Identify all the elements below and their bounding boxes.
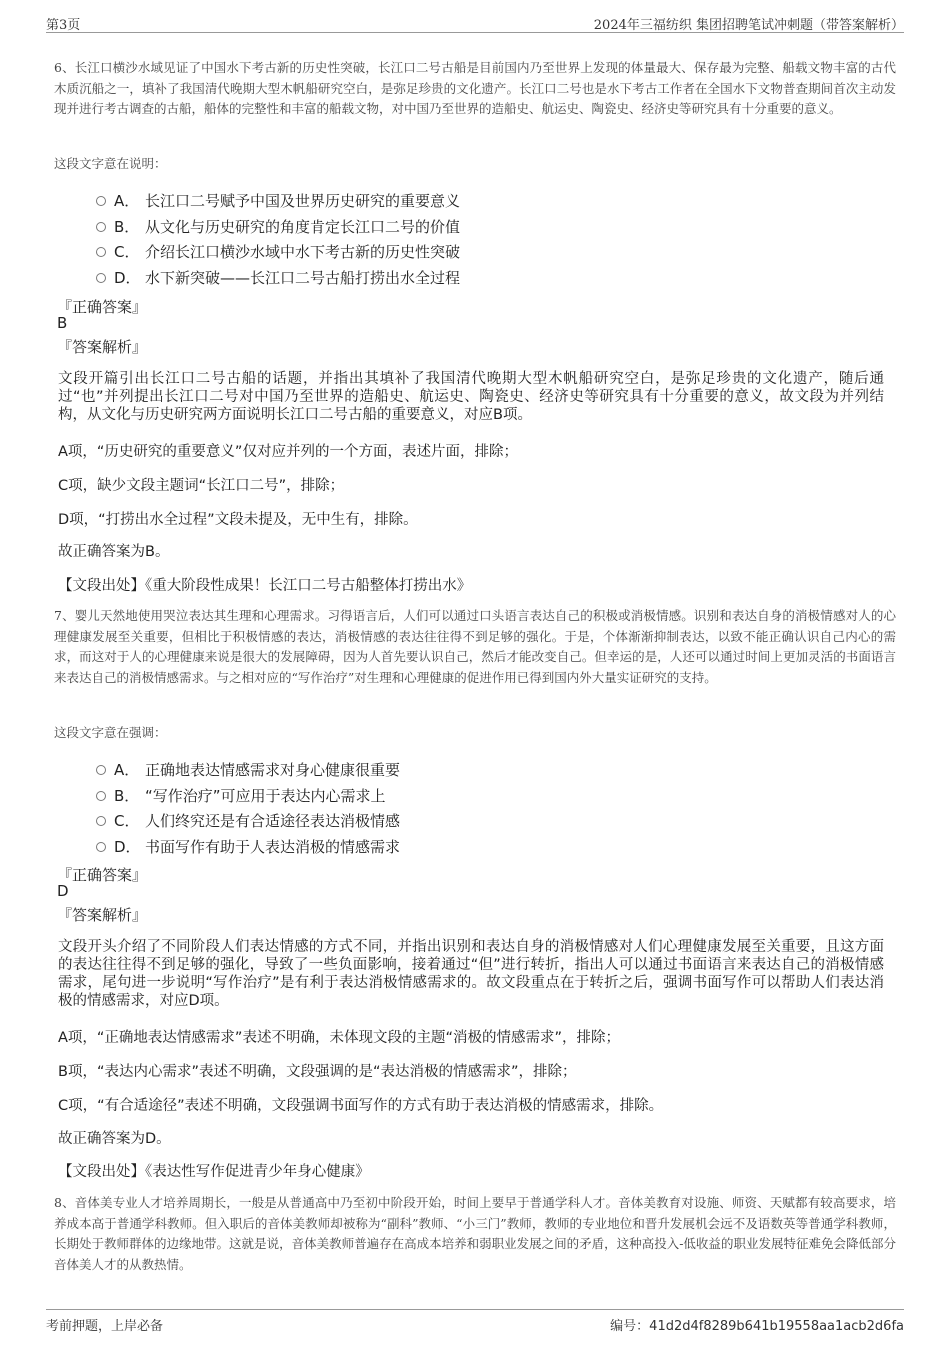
option-c[interactable] [96, 810, 596, 836]
document-title: 2024年三福纺织 集团招聘笔试冲刺题（带答案解析） [593, 18, 904, 33]
option-letter: A． [114, 192, 140, 210]
option-letter: B． [114, 786, 140, 805]
radio-icon[interactable] [96, 816, 106, 826]
question-7-options [96, 759, 596, 861]
answer-value: B [57, 314, 68, 332]
option-b[interactable] [96, 785, 596, 811]
analysis-conclusion: 故正确答案为D。 [58, 1131, 171, 1147]
analysis-note: A项，“正确地表达情感需求”表述不明确，未体现文段的主题“消极的情感需求”，排除； [58, 1030, 620, 1046]
document-code [610, 1315, 904, 1334]
answer-label: 『正确答案』 [57, 298, 148, 316]
radio-icon[interactable] [96, 196, 106, 206]
analysis-note: C项，“有合适途径”表述不明确，文段强调书面写作的方式有助于表达消极的情感需求，排除。 [58, 1098, 664, 1114]
option-letter: D． [114, 268, 141, 287]
option-text: 从文化与历史研究的角度肯定长江口二号的价值 [145, 217, 461, 236]
analysis-label: 『答案解析』 [57, 906, 148, 924]
question-6-options [96, 190, 596, 292]
analysis-note: D项，“打捞出水全过程”文段未提及，无中生有，排除。 [58, 512, 418, 528]
analysis-note: A项，“历史研究的重要意义”仅对应并列的一个方面，表述片面，排除； [58, 444, 518, 460]
radio-icon[interactable] [96, 791, 106, 801]
radio-icon[interactable] [96, 273, 106, 283]
option-letter: C． [114, 812, 140, 830]
option-letter: C． [114, 243, 140, 261]
option-a[interactable] [96, 190, 596, 216]
option-text: 人们终究还是有合适途径表达消极情感 [145, 812, 401, 830]
option-a[interactable] [96, 759, 596, 785]
question-6-prompt: 这段文字意在说明： [54, 156, 167, 171]
option-text: 书面写作有助于人表达消极的情感需求 [145, 837, 401, 856]
option-letter: B． [114, 217, 140, 236]
question-8-stem: 8、音体美专业人才培养周期长，一般是从普通高中乃至初中阶段开始，时间上要早于普通学科人才。音体美教育对设施、师资、天赋都有较高要求，培养成本高于普通学科教师。但入职后的音体美教师却被称为“副科”教师、“小三门”教师，教师的专业地位和晋升发展机会远不及语数英等普通学科教师，长期处于教师群体的边缘地带。这就是说，音体美教师普遍存在高成本培养和弱职业发展之间的矛盾，这种高投入-低收益的职业发展特征难免会降低部分音体美人才的从教热情。 [54, 1195, 896, 1272]
option-text: 水下新突破——长江口二号古船打捞出水全过程 [145, 268, 461, 287]
option-letter: A． [114, 761, 140, 779]
question-6-stem: 6、长江口横沙水域见证了中国水下考古新的历史性突破，长江口二号古船是目前国内乃至世界上发现的体量最大、保存最为完整、船载文物丰富的古代木质沉船之一，填补了我国清代晚期大型木帆船研究空白，是弥足珍贵的文化遗产。长江口二号也是水下考古工作者在全国水下文物普查期间首次主动发现并进行考古调查的古船，船体的完整性和丰富的船载文物，对中国乃至世界的造船史、航运史、陶瓷史、经济史等研究具有十分重要的意义。 [54, 60, 896, 116]
code-label: 编号： [610, 1319, 650, 1334]
analysis-text: 文段开头介绍了不同阶段人们表达情感的方式不同，并指出识别和表达自身的消极情感对人们心理健康发展至关重要，且这方面的表达往往得不到足够的强化，导致了一些负面影响，接着通过“但”进行转折，指出人可以通过书面语言来表达自己的消极情感需求，尾句进一步说明“写作治疗”是有利于表达消极情感需求的。故文段重点在于转折之后，强调书面写作可以帮助人们表达消极的情感需求，对应D项。 [58, 939, 884, 1009]
answer-label: 『正确答案』 [57, 866, 148, 884]
option-d[interactable] [96, 267, 596, 293]
analysis-note: C项，缺少文段主题词“长江口二号”，排除； [58, 478, 345, 494]
radio-icon[interactable] [96, 842, 106, 852]
page-footer [46, 1309, 904, 1336]
code-value: 41d2d4f8289b641b19558aa1acb2d6fa [649, 1319, 904, 1334]
analysis-note: B项，“表达内心需求”表述不明确，文段强调的是“表达消极的情感需求”，排除； [58, 1064, 577, 1080]
option-text: “写作治疗”可应用于表达内心需求上 [145, 786, 386, 805]
page-header [46, 8, 904, 33]
question-7-prompt: 这段文字意在强调： [54, 725, 167, 740]
source-citation: 【文段出处】《表达性写作促进青少年身心健康》 [58, 1164, 370, 1180]
page-number: 第3页 [46, 18, 81, 33]
radio-icon[interactable] [96, 222, 106, 232]
option-text: 介绍长江口横沙水域中水下考古新的历史性突破 [145, 243, 461, 261]
analysis-conclusion: 故正确答案为B。 [58, 544, 170, 560]
analysis-label: 『答案解析』 [57, 338, 148, 356]
analysis-text: 文段开篇引出长江口二号古船的话题，并指出其填补了我国清代晚期大型木帆船研究空白，是弥足珍贵的文化遗产，随后通过“也”并列提出长江口二号对中国乃至世界的造船史、航运史、陶瓷史、经济史等研究具有十分重要的意义，故文段为并列结构，从文化与历史研究两方面说明长江口二号古船的重要意义，对应B项。 [58, 371, 884, 423]
option-c[interactable] [96, 241, 596, 267]
option-text: 长江口二号赋予中国及世界历史研究的重要意义 [145, 192, 461, 210]
radio-icon[interactable] [96, 247, 106, 257]
footer-slogan: 考前押题，上岸必备 [46, 1319, 164, 1334]
option-d[interactable] [96, 836, 596, 862]
option-letter: D． [114, 837, 141, 856]
option-text: 正确地表达情感需求对身心健康很重要 [145, 761, 401, 779]
answer-value: D [57, 882, 69, 900]
option-b[interactable] [96, 216, 596, 242]
question-7-stem: 7、婴儿天然地使用哭泣表达其生理和心理需求。习得语言后，人们可以通过口头语言表达自己的积极或消极情感。识别和表达自身的消极情感对人的心理健康发展至关重要，但相比于积极情感的表达，消极情感的表达往往得不到足够的强化。于是，个体渐渐抑制表达，以致不能正确认识自己内心的需求，而这对于人的心理健康来说是很大的发展障碍，因为人首先要认识自己，然后才能改变自己。但幸运的是，人还可以通过时间上更加灵活的书面语言来表达自己的消极情感需求。与之相对应的“写作治疗”对生理和心理健康的促进作用已得到国内外大量实证研究的支持。 [54, 608, 896, 685]
radio-icon[interactable] [96, 765, 106, 775]
source-citation: 【文段出处】《重大阶段性成果！长江口二号古船整体打捞出水》 [58, 578, 472, 594]
